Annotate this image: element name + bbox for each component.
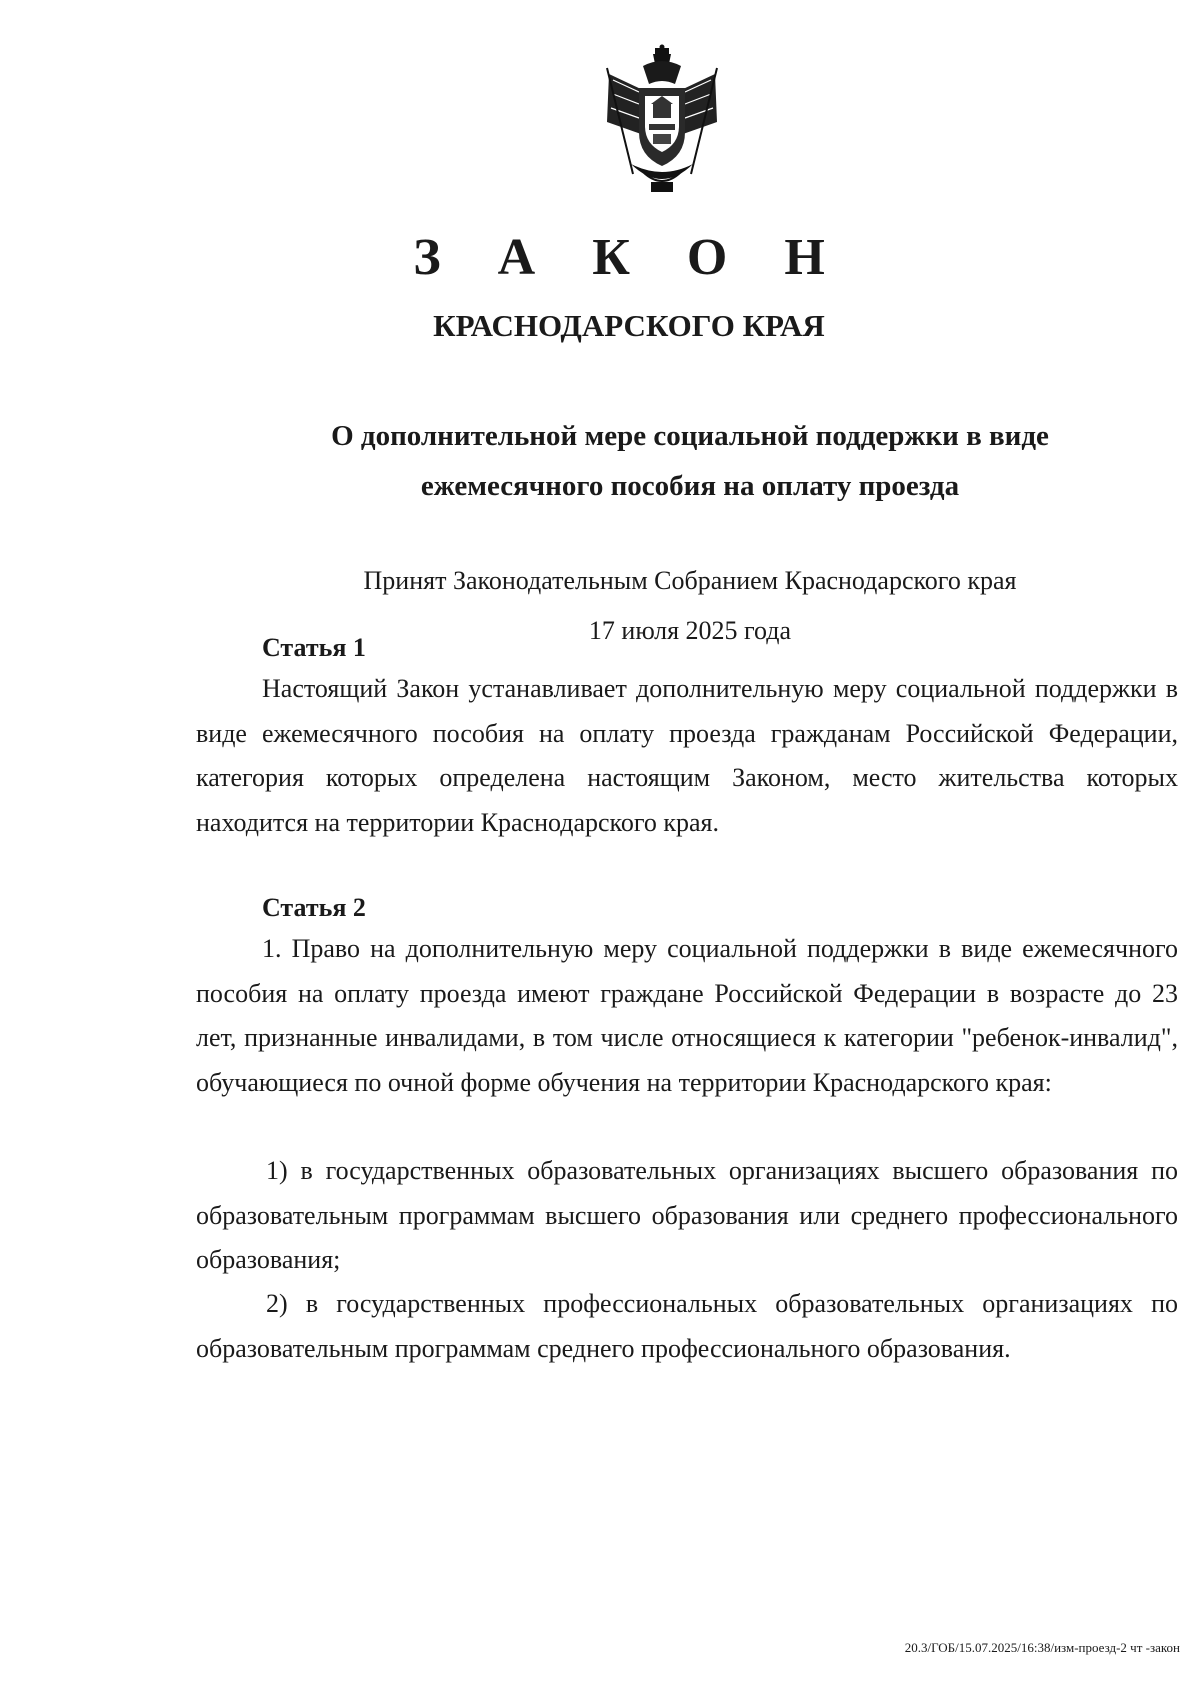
article-1-title: Статья 1 — [262, 633, 366, 662]
article-2-item-1: 1) в государственных образовательных организациях высшего образования по образовательным программам высшего образования или среднего профессионального образования; — [196, 1156, 1178, 1274]
document-footer-code: 20.3/ГОБ/15.07.2025/16:38/изм-проезд-2 чт -закон — [904, 1640, 1180, 1655]
document-subtitle: КРАСНОДАРСКОГО КРАЯ — [433, 308, 825, 343]
law-heading-line-1: О дополнительной мере социальной поддержки в виде — [331, 420, 1049, 452]
document-title: З А К О Н — [413, 229, 847, 286]
coat-of-arms-icon — [603, 44, 721, 196]
law-heading — [190, 411, 1190, 511]
article-1-paragraph: Настоящий Закон устанавливает дополнительную меру социальной поддержки в виде ежемесячного пособия на оплату проезда гражданам Российской Федерации, категория которых определена настоящим Законом, место жительства которых находится на территории Краснодарского края. — [196, 674, 1178, 837]
adoption-date: 17 июля 2025 года — [588, 616, 792, 645]
article-2-title: Статья 2 — [262, 893, 366, 922]
article-2-item-2: 2) в государственных профессиональных образовательных организациях по образовательным программам среднего профессионального образования. — [196, 1289, 1178, 1363]
article-2-paragraph-1: 1. Право на дополнительную меру социальной поддержки в виде ежемесячного пособия на оплату проезда имеют граждане Российской Федерации в возрасте до 23 лет, признанные инвалидами, в том числе относящиеся к категории "ребенок-инвалид", обучающиеся по очной форме обучения на территории Краснодарского края: — [196, 934, 1178, 1097]
adoption-body: Принят Законодательным Собранием Краснодарского края — [363, 566, 1017, 595]
law-heading-line-2: ежемесячного пособия на оплату проезда — [420, 470, 960, 502]
